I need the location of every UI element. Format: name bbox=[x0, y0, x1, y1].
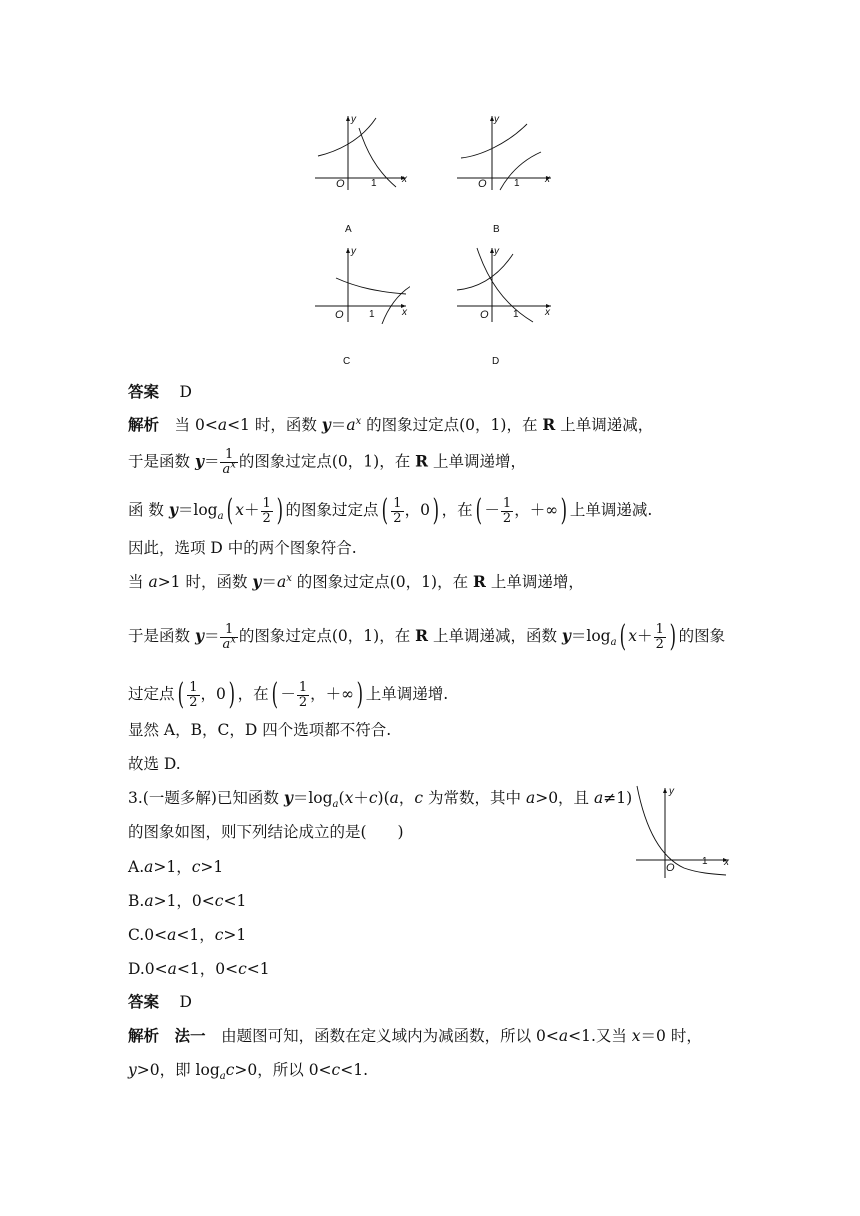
method-label: 法一 bbox=[174, 1026, 206, 1045]
analysis-label: 解析 bbox=[128, 415, 160, 434]
q3-graph-tick-1: 1 bbox=[702, 856, 708, 867]
graph-D bbox=[455, 244, 555, 324]
q3-option-A[interactable]: A.a>1，c>1 bbox=[128, 858, 224, 876]
q2-analysis-line-9: 故选 D. bbox=[128, 755, 181, 773]
q3-option-C[interactable]: C.0<a<1，c>1 bbox=[128, 926, 247, 944]
graph-B-y-label: y bbox=[494, 114, 499, 125]
q3-answer-line bbox=[128, 991, 192, 1013]
graph-B-tick-1: 1 bbox=[514, 178, 520, 189]
q2-analysis-line-1: 解析 当 0<a<1 时，函数 $y=a^x$ 的图象过定点(0，1)，在 R 上单调递减， bbox=[128, 415, 654, 434]
graph-B-origin: O bbox=[478, 178, 487, 190]
q3-analysis-line-2: y>0，即 $\log_ac>0$，所以 0<c<1. bbox=[128, 1061, 369, 1083]
q2-analysis-line-8: 显然 A，B，C，D 四个选项都不符合. bbox=[128, 721, 392, 739]
q3-graph-x-label: x bbox=[724, 857, 729, 868]
fraction-one-over-a-x: $\frac{1}{a^x}$ bbox=[222, 447, 236, 477]
q3-analysis-line-1: 解析 法一 由题图可知，函数在定义域内为减函数，所以 0<a<1.又当 x＝0 时， bbox=[128, 1026, 702, 1045]
q2-analysis-line-4: 因此，选项 D 中的两个图象符合. bbox=[128, 539, 357, 557]
graph-C-y-label: y bbox=[351, 246, 356, 257]
q3-option-B[interactable]: B.a>1，0<c<1 bbox=[128, 892, 247, 910]
q3-graph-y-label: y bbox=[669, 786, 674, 797]
graph-B-caption: B bbox=[493, 224, 500, 235]
graph-C-origin: O bbox=[335, 309, 344, 321]
q2-analysis-line-5: 当 a>1 时，函数 $y=a^x$ 的图象过定点(0，1)，在 R 上单调递增， bbox=[128, 572, 584, 591]
graph-A-origin: O bbox=[336, 178, 345, 190]
q3-stem-line-2: 的图象如图，则下列结论成立的是( ) bbox=[128, 823, 404, 841]
graph-A bbox=[310, 112, 410, 192]
q3-answer-value: D bbox=[179, 993, 192, 1011]
q2-analysis-line-7: 过定点( $\frac{1}{2}$ ，0) ，在( － $\frac{1}{2}$ ，＋∞) 上单调递增. bbox=[128, 677, 449, 712]
graph-C-x-label: x bbox=[402, 307, 407, 318]
q3-stem-line-1: 3.(一题多解)已知函数 $y=\log_a(x+c)(a$，c 为常数，其中 a>0，且 a≠1) bbox=[128, 788, 633, 811]
answer-label: 答案 bbox=[128, 382, 160, 401]
graph-D-y-label: y bbox=[494, 246, 499, 257]
q2-analysis-line-3: 函 数 $y=\log_a$( x＋ $\frac{1}{2}$ ) 的图象过定点( $\frac{1}{2}$ ，0) ，在( － $\frac{1}{2}$ ，＋∞) 上单调递减. bbox=[128, 493, 653, 528]
q2-analysis-line-2: 于是函数 y＝ $\frac{1}{a^x}$ 的图象过定点(0，1)，在 R 上单调递增， bbox=[128, 447, 526, 477]
answer-value: D bbox=[179, 383, 192, 401]
q2-answer-line bbox=[128, 381, 192, 403]
q3-graph-origin: O bbox=[666, 862, 675, 874]
graph-D-x-label: x bbox=[545, 307, 550, 318]
graph-B-x-label: x bbox=[545, 174, 550, 185]
q3-graph bbox=[632, 784, 734, 880]
graph-C bbox=[310, 244, 410, 324]
q3-answer-label: 答案 bbox=[128, 992, 160, 1011]
graph-C-tick-1: 1 bbox=[369, 309, 375, 320]
graph-C-caption: C bbox=[343, 356, 351, 367]
graph-D-origin: O bbox=[480, 309, 489, 321]
graph-A-y-label: y bbox=[351, 114, 356, 125]
graph-A-x-label: x bbox=[402, 174, 407, 185]
graph-A-tick-1: 1 bbox=[371, 178, 377, 189]
q2-analysis-line-6: 于是函数 y＝ $\frac{1}{a^x}$ 的图象过定点(0，1)，在 R 上单调递减，函数 $y=\log_a$( x＋ $\frac{1}{2}$ ) 的图象 bbox=[128, 619, 726, 654]
graph-B bbox=[455, 112, 555, 192]
graph-D-caption: D bbox=[492, 356, 500, 367]
graph-A-caption: A bbox=[345, 224, 352, 235]
q3-option-D[interactable]: D.0<a<1，0<c<1 bbox=[128, 960, 270, 978]
q3-analysis-label: 解析 bbox=[128, 1026, 160, 1045]
graph-D-tick-1: 1 bbox=[513, 309, 519, 320]
